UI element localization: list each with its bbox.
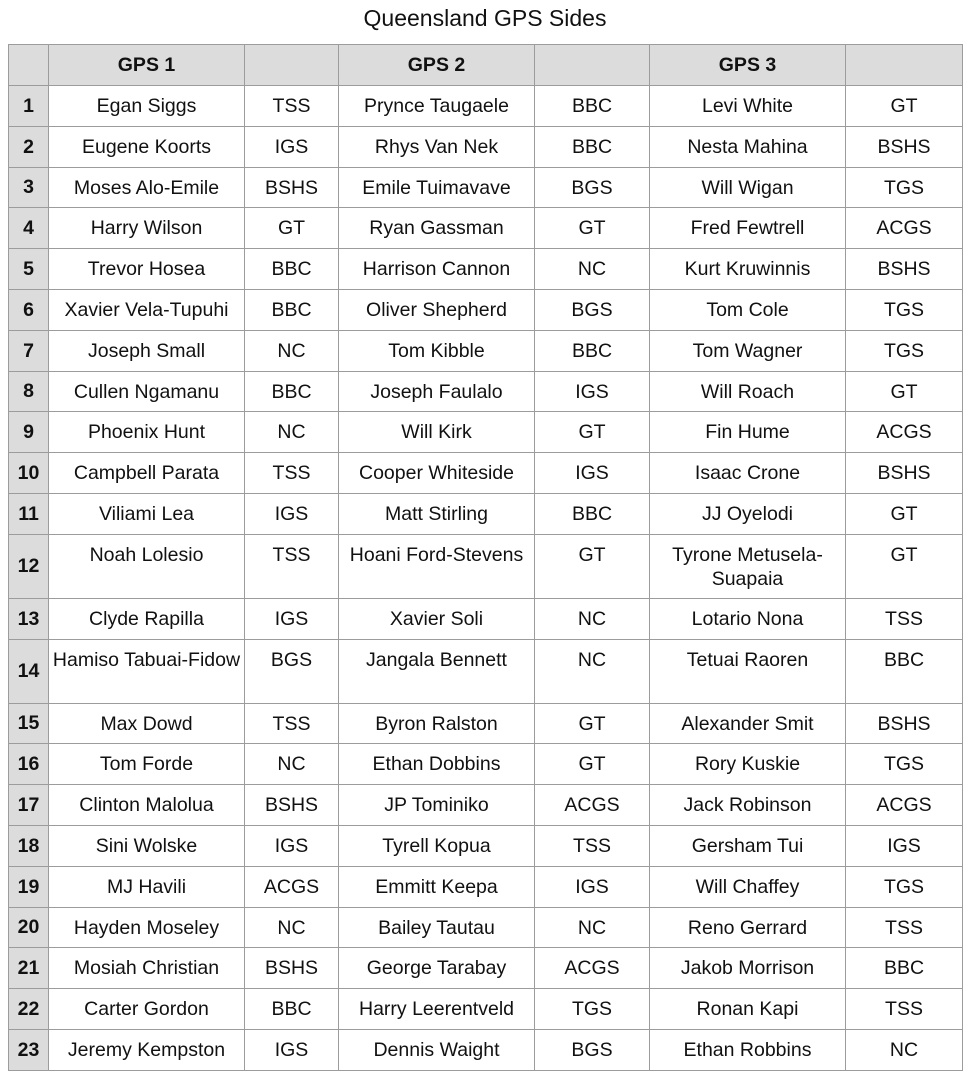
gps2-school-cell: TSS bbox=[535, 825, 650, 866]
gps2-player-cell: Emile Tuimavave bbox=[339, 167, 535, 208]
table-row bbox=[9, 249, 963, 290]
gps3-player-cell: Rory Kuskie bbox=[650, 744, 846, 785]
header-cell-gps3: GPS 3 bbox=[650, 45, 846, 86]
gps2-player-cell: Hoani Ford-Stevens bbox=[339, 534, 535, 598]
gps1-player-cell: Carter Gordon bbox=[49, 989, 245, 1030]
gps1-player-cell: Clyde Rapilla bbox=[49, 598, 245, 639]
table-row bbox=[9, 703, 963, 744]
gps1-school-cell: NC bbox=[245, 907, 339, 948]
gps3-player-cell: Will Wigan bbox=[650, 167, 846, 208]
gps3-school-cell: TGS bbox=[846, 167, 963, 208]
row-number: 16 bbox=[9, 744, 49, 785]
gps1-school-cell: IGS bbox=[245, 126, 339, 167]
gps1-player-cell: Mosiah Christian bbox=[49, 948, 245, 989]
gps1-school-cell: BBC bbox=[245, 989, 339, 1030]
gps2-school-cell: IGS bbox=[535, 866, 650, 907]
gps3-player-cell: Gersham Tui bbox=[650, 825, 846, 866]
header-row bbox=[9, 45, 963, 86]
table-row bbox=[9, 948, 963, 989]
gps3-school-cell: GT bbox=[846, 86, 963, 127]
page-title: Queensland GPS Sides bbox=[363, 5, 607, 31]
gps2-player-cell: Tom Kibble bbox=[339, 330, 535, 371]
gps1-player-cell: Hamiso Tabuai-Fidow bbox=[49, 639, 245, 703]
gps1-school-cell: NC bbox=[245, 330, 339, 371]
gps3-player-cell: Tom Wagner bbox=[650, 330, 846, 371]
table-row bbox=[9, 412, 963, 453]
gps1-player-cell: Hayden Moseley bbox=[49, 907, 245, 948]
gps2-player-cell: Ryan Gassman bbox=[339, 208, 535, 249]
row-number: 17 bbox=[9, 785, 49, 826]
gps2-school-cell: BGS bbox=[535, 1029, 650, 1070]
row-number: 4 bbox=[9, 208, 49, 249]
gps1-school-cell: IGS bbox=[245, 493, 339, 534]
row-number: 5 bbox=[9, 249, 49, 290]
gps1-school-cell: BSHS bbox=[245, 948, 339, 989]
table-row bbox=[9, 208, 963, 249]
gps-sides-table bbox=[8, 44, 963, 1071]
gps3-player-cell: Tetuai Raoren bbox=[650, 639, 846, 703]
gps2-player-cell: Harry Leerentveld bbox=[339, 989, 535, 1030]
gps3-school-cell: IGS bbox=[846, 825, 963, 866]
gps1-player-cell: Moses Alo-Emile bbox=[49, 167, 245, 208]
gps3-school-cell: GT bbox=[846, 371, 963, 412]
gps2-player-cell: Xavier Soli bbox=[339, 598, 535, 639]
gps1-player-cell: Trevor Hosea bbox=[49, 249, 245, 290]
gps3-player-cell: JJ Oyelodi bbox=[650, 493, 846, 534]
table-row bbox=[9, 825, 963, 866]
gps3-school-cell: BSHS bbox=[846, 703, 963, 744]
gps2-player-cell: George Tarabay bbox=[339, 948, 535, 989]
row-number: 21 bbox=[9, 948, 49, 989]
row-number: 13 bbox=[9, 598, 49, 639]
gps2-player-cell: Will Kirk bbox=[339, 412, 535, 453]
gps2-school-cell: GT bbox=[535, 744, 650, 785]
gps3-school-cell: NC bbox=[846, 1029, 963, 1070]
gps1-school-cell: BBC bbox=[245, 371, 339, 412]
gps3-player-cell: Lotario Nona bbox=[650, 598, 846, 639]
gps2-player-cell: Joseph Faulalo bbox=[339, 371, 535, 412]
gps1-player-cell: Egan Siggs bbox=[49, 86, 245, 127]
row-number: 8 bbox=[9, 371, 49, 412]
gps1-school-cell: TSS bbox=[245, 86, 339, 127]
gps3-school-cell: ACGS bbox=[846, 785, 963, 826]
table-row bbox=[9, 534, 963, 598]
gps2-school-cell: NC bbox=[535, 249, 650, 290]
row-number: 12 bbox=[9, 534, 49, 598]
gps2-school-cell: BGS bbox=[535, 167, 650, 208]
header-cell-number bbox=[9, 45, 49, 86]
row-number: 11 bbox=[9, 493, 49, 534]
gps3-player-cell: Kurt Kruwinnis bbox=[650, 249, 846, 290]
gps1-school-cell: BSHS bbox=[245, 167, 339, 208]
row-number: 15 bbox=[9, 703, 49, 744]
gps1-school-cell: ACGS bbox=[245, 866, 339, 907]
table-row bbox=[9, 289, 963, 330]
gps1-school-cell: BBC bbox=[245, 249, 339, 290]
gps3-school-cell: BBC bbox=[846, 948, 963, 989]
gps3-player-cell: Isaac Crone bbox=[650, 453, 846, 494]
row-number: 19 bbox=[9, 866, 49, 907]
gps3-player-cell: Jakob Morrison bbox=[650, 948, 846, 989]
gps2-school-cell: GT bbox=[535, 703, 650, 744]
gps3-school-cell: TGS bbox=[846, 744, 963, 785]
gps1-school-cell: TSS bbox=[245, 534, 339, 598]
gps1-player-cell: MJ Havili bbox=[49, 866, 245, 907]
gps2-school-cell: IGS bbox=[535, 371, 650, 412]
gps1-player-cell: Joseph Small bbox=[49, 330, 245, 371]
row-number: 1 bbox=[9, 86, 49, 127]
gps2-school-cell: NC bbox=[535, 907, 650, 948]
header-cell-gps2-school bbox=[535, 45, 650, 86]
table-row bbox=[9, 371, 963, 412]
gps3-school-cell: BBC bbox=[846, 639, 963, 703]
gps1-player-cell: Max Dowd bbox=[49, 703, 245, 744]
gps2-player-cell: Harrison Cannon bbox=[339, 249, 535, 290]
table-row bbox=[9, 785, 963, 826]
gps3-player-cell: Tom Cole bbox=[650, 289, 846, 330]
gps2-player-cell: Rhys Van Nek bbox=[339, 126, 535, 167]
gps3-player-cell: Nesta Mahina bbox=[650, 126, 846, 167]
header-cell-gps3-school bbox=[846, 45, 963, 86]
table-row bbox=[9, 453, 963, 494]
gps2-school-cell: BGS bbox=[535, 289, 650, 330]
gps3-player-cell: Levi White bbox=[650, 86, 846, 127]
row-number: 2 bbox=[9, 126, 49, 167]
gps1-player-cell: Noah Lolesio bbox=[49, 534, 245, 598]
gps3-player-cell: Fin Hume bbox=[650, 412, 846, 453]
gps2-school-cell: GT bbox=[535, 534, 650, 598]
gps3-school-cell: TGS bbox=[846, 866, 963, 907]
gps3-player-cell: Reno Gerrard bbox=[650, 907, 846, 948]
gps3-school-cell: TGS bbox=[846, 289, 963, 330]
row-number: 7 bbox=[9, 330, 49, 371]
table-row bbox=[9, 744, 963, 785]
gps2-player-cell: Tyrell Kopua bbox=[339, 825, 535, 866]
gps3-school-cell: ACGS bbox=[846, 208, 963, 249]
gps1-player-cell: Phoenix Hunt bbox=[49, 412, 245, 453]
gps1-school-cell: TSS bbox=[245, 453, 339, 494]
gps1-school-cell: IGS bbox=[245, 1029, 339, 1070]
gps1-school-cell: IGS bbox=[245, 598, 339, 639]
gps3-player-cell: Alexander Smit bbox=[650, 703, 846, 744]
gps2-player-cell: Dennis Waight bbox=[339, 1029, 535, 1070]
gps3-school-cell: BSHS bbox=[846, 453, 963, 494]
gps1-school-cell: BSHS bbox=[245, 785, 339, 826]
gps2-player-cell: Bailey Tautau bbox=[339, 907, 535, 948]
gps2-school-cell: ACGS bbox=[535, 948, 650, 989]
gps2-school-cell: NC bbox=[535, 598, 650, 639]
gps2-school-cell: BBC bbox=[535, 493, 650, 534]
gps1-player-cell: Viliami Lea bbox=[49, 493, 245, 534]
gps2-player-cell: Jangala Bennett bbox=[339, 639, 535, 703]
gps1-school-cell: BGS bbox=[245, 639, 339, 703]
gps2-school-cell: BBC bbox=[535, 126, 650, 167]
row-number: 10 bbox=[9, 453, 49, 494]
gps1-player-cell: Sini Wolske bbox=[49, 825, 245, 866]
table-body bbox=[9, 86, 963, 1071]
gps3-school-cell: TSS bbox=[846, 907, 963, 948]
gps1-school-cell: GT bbox=[245, 208, 339, 249]
row-number: 18 bbox=[9, 825, 49, 866]
gps3-player-cell: Ethan Robbins bbox=[650, 1029, 846, 1070]
row-number: 6 bbox=[9, 289, 49, 330]
row-number: 9 bbox=[9, 412, 49, 453]
gps3-school-cell: BSHS bbox=[846, 126, 963, 167]
gps2-player-cell: Oliver Shepherd bbox=[339, 289, 535, 330]
table-row bbox=[9, 126, 963, 167]
gps1-school-cell: NC bbox=[245, 744, 339, 785]
gps3-player-cell: Will Roach bbox=[650, 371, 846, 412]
gps3-school-cell: GT bbox=[846, 534, 963, 598]
gps2-player-cell: Cooper Whiteside bbox=[339, 453, 535, 494]
gps2-player-cell: Byron Ralston bbox=[339, 703, 535, 744]
gps2-school-cell: BBC bbox=[535, 86, 650, 127]
table-row bbox=[9, 989, 963, 1030]
gps2-player-cell: Prynce Taugaele bbox=[339, 86, 535, 127]
gps2-school-cell: NC bbox=[535, 639, 650, 703]
table-row bbox=[9, 639, 963, 703]
header-cell-gps1: GPS 1 bbox=[49, 45, 245, 86]
row-number: 14 bbox=[9, 639, 49, 703]
gps1-player-cell: Xavier Vela-Tupuhi bbox=[49, 289, 245, 330]
gps1-school-cell: NC bbox=[245, 412, 339, 453]
gps3-school-cell: ACGS bbox=[846, 412, 963, 453]
gps1-player-cell: Eugene Koorts bbox=[49, 126, 245, 167]
gps1-player-cell: Harry Wilson bbox=[49, 208, 245, 249]
gps2-school-cell: GT bbox=[535, 412, 650, 453]
gps3-player-cell: Ronan Kapi bbox=[650, 989, 846, 1030]
header-cell-gps1-school bbox=[245, 45, 339, 86]
row-number: 22 bbox=[9, 989, 49, 1030]
table-row bbox=[9, 330, 963, 371]
gps2-school-cell: TGS bbox=[535, 989, 650, 1030]
header-cell-gps2: GPS 2 bbox=[339, 45, 535, 86]
gps1-player-cell: Cullen Ngamanu bbox=[49, 371, 245, 412]
gps3-school-cell: TGS bbox=[846, 330, 963, 371]
gps1-player-cell: Clinton Malolua bbox=[49, 785, 245, 826]
gps3-school-cell: TSS bbox=[846, 598, 963, 639]
gps3-player-cell: Will Chaffey bbox=[650, 866, 846, 907]
gps2-player-cell: Ethan Dobbins bbox=[339, 744, 535, 785]
gps3-school-cell: BSHS bbox=[846, 249, 963, 290]
gps3-player-cell: Jack Robinson bbox=[650, 785, 846, 826]
gps2-school-cell: ACGS bbox=[535, 785, 650, 826]
gps3-player-cell: Fred Fewtrell bbox=[650, 208, 846, 249]
gps2-school-cell: GT bbox=[535, 208, 650, 249]
table-row bbox=[9, 866, 963, 907]
table-row bbox=[9, 493, 963, 534]
gps3-player-cell: Tyrone Metusela-Suapaia bbox=[650, 534, 846, 598]
table-row bbox=[9, 1029, 963, 1070]
gps2-player-cell: Emmitt Keepa bbox=[339, 866, 535, 907]
table-row bbox=[9, 167, 963, 208]
gps1-player-cell: Campbell Parata bbox=[49, 453, 245, 494]
row-number: 3 bbox=[9, 167, 49, 208]
gps3-school-cell: GT bbox=[846, 493, 963, 534]
gps1-player-cell: Tom Forde bbox=[49, 744, 245, 785]
gps2-player-cell: JP Tominiko bbox=[339, 785, 535, 826]
gps1-player-cell: Jeremy Kempston bbox=[49, 1029, 245, 1070]
row-number: 23 bbox=[9, 1029, 49, 1070]
gps2-school-cell: IGS bbox=[535, 453, 650, 494]
table-row bbox=[9, 907, 963, 948]
gps1-school-cell: BBC bbox=[245, 289, 339, 330]
gps1-school-cell: TSS bbox=[245, 703, 339, 744]
table-row bbox=[9, 598, 963, 639]
row-number: 20 bbox=[9, 907, 49, 948]
gps3-school-cell: TSS bbox=[846, 989, 963, 1030]
table-row bbox=[9, 86, 963, 127]
gps1-school-cell: IGS bbox=[245, 825, 339, 866]
gps2-player-cell: Matt Stirling bbox=[339, 493, 535, 534]
gps2-school-cell: BBC bbox=[535, 330, 650, 371]
